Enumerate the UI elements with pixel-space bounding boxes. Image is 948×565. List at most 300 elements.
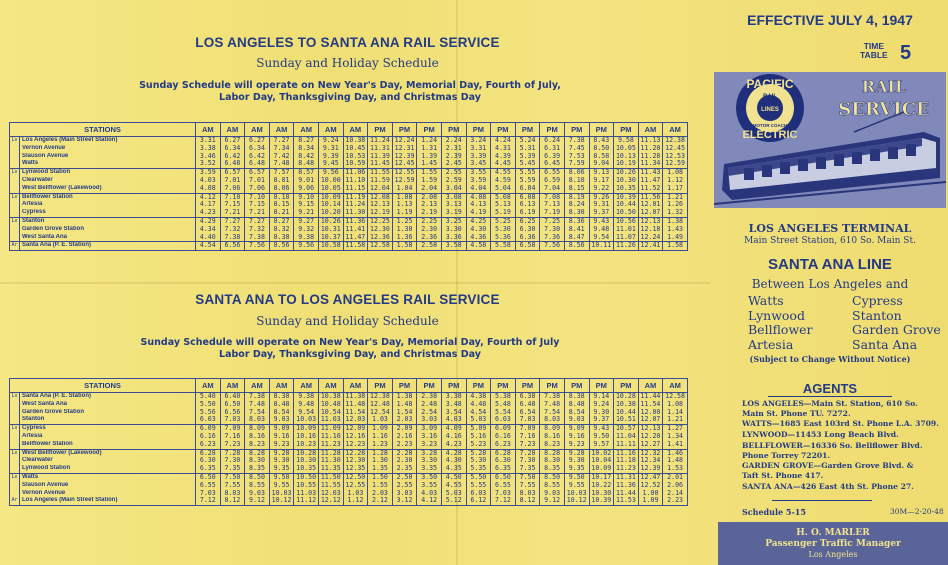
time-cell: 6.50 bbox=[196, 473, 221, 481]
time-cell: 2.59 bbox=[441, 177, 466, 185]
divider bbox=[768, 396, 892, 397]
time-cell: 10.12 bbox=[564, 497, 589, 505]
time-cell: 1.58 bbox=[392, 242, 417, 251]
time-cell: 7.09 bbox=[515, 425, 540, 433]
time-cell: 7.48 bbox=[245, 401, 270, 409]
time-cell: 11.26 bbox=[614, 242, 639, 251]
station-name: Santa Ana (P. E. Station) bbox=[20, 393, 196, 401]
time-cell: 7.53 bbox=[564, 153, 589, 161]
time-cell: 1.12 bbox=[663, 177, 688, 185]
time-cell: 9.48 bbox=[589, 226, 614, 234]
time-cell: 12.12 bbox=[318, 497, 343, 505]
station-name: Bellflower Station bbox=[20, 193, 196, 201]
time-cell: 11.24 bbox=[368, 137, 393, 145]
time-cell: 9.16 bbox=[269, 433, 294, 441]
time-cell: 11.12 bbox=[294, 497, 319, 505]
time-cell: 5.31 bbox=[515, 145, 540, 153]
table-row bbox=[10, 153, 688, 161]
lv-marker: Lv bbox=[11, 425, 18, 432]
time-cell: 12.58 bbox=[368, 242, 393, 251]
lv-marker bbox=[10, 209, 20, 217]
time-cell: 4.39 bbox=[491, 153, 516, 161]
time-cell: 11.28 bbox=[318, 449, 343, 457]
time-cell: 10.28 bbox=[614, 393, 639, 401]
cities-right-list bbox=[852, 294, 941, 352]
time-cell: 4.50 bbox=[441, 473, 466, 481]
time-cell: 11.54 bbox=[343, 409, 368, 417]
time-cell: 6.56 bbox=[220, 242, 245, 251]
table-row bbox=[10, 393, 688, 401]
lv-marker bbox=[10, 185, 20, 193]
time-cell: 11.31 bbox=[368, 145, 393, 153]
station-name: West Santa Ana bbox=[20, 401, 196, 409]
time-cell: 2.58 bbox=[417, 242, 442, 251]
time-cell: 8.28 bbox=[540, 449, 565, 457]
lv-marker: Ar bbox=[10, 242, 20, 251]
ampm-header: PM bbox=[540, 379, 565, 393]
time-cell: 7.30 bbox=[220, 457, 245, 465]
ampm-header: AM bbox=[294, 379, 319, 393]
lv-marker bbox=[10, 401, 20, 409]
header-row bbox=[10, 379, 688, 393]
time-cell: 8.38 bbox=[564, 393, 589, 401]
table-row bbox=[10, 242, 688, 251]
station-name: Vernon Avenue bbox=[20, 490, 196, 498]
time-cell: 11.43 bbox=[638, 169, 663, 177]
table-row bbox=[10, 409, 688, 417]
time-cell: 9.26 bbox=[589, 193, 614, 201]
northbound-title: SANTA ANA TO LOS ANGELES RAIL SERVICE bbox=[195, 292, 500, 307]
logo-center-text: LINES bbox=[761, 107, 779, 113]
illustration-art bbox=[714, 72, 946, 208]
time-cell: 11.01 bbox=[614, 226, 639, 234]
time-cell: 5.58 bbox=[491, 242, 516, 251]
time-cell: 7.30 bbox=[515, 457, 540, 465]
time-cell: 8.28 bbox=[245, 449, 270, 457]
time-cell: 12.38 bbox=[663, 137, 688, 145]
lv-marker: Lv bbox=[11, 169, 18, 176]
time-cell: 6.55 bbox=[540, 169, 565, 177]
time-cell: 11.55 bbox=[368, 169, 393, 177]
time-cell: 11.19 bbox=[343, 193, 368, 201]
time-cell: 9.45 bbox=[318, 160, 343, 168]
time-cell: 11.10 bbox=[343, 177, 368, 185]
time-cell: 4.03 bbox=[417, 490, 442, 498]
time-cell: 2.31 bbox=[441, 145, 466, 153]
time-cell: 9.50 bbox=[589, 433, 614, 441]
time-cell: 9.14 bbox=[589, 393, 614, 401]
lv-marker bbox=[10, 160, 20, 168]
ampm-header: PM bbox=[392, 379, 417, 393]
ampm-header: AM bbox=[663, 379, 688, 393]
time-cell: 1.30 bbox=[392, 226, 417, 234]
time-cell: 3.25 bbox=[441, 217, 466, 225]
time-cell: 9.55 bbox=[269, 482, 294, 490]
southbound-subtitle: Sunday and Holiday Schedule bbox=[256, 56, 439, 70]
time-table-label bbox=[860, 42, 888, 60]
time-cell: 4.12 bbox=[196, 193, 221, 201]
table-row bbox=[10, 457, 688, 465]
time-cell: 7.54 bbox=[245, 409, 270, 417]
time-cell: 10.22 bbox=[589, 482, 614, 490]
time-cell: 12.16 bbox=[343, 433, 368, 441]
time-cell: 4.55 bbox=[441, 482, 466, 490]
time-cell: 9.24 bbox=[318, 137, 343, 145]
time-cell: 10.09 bbox=[589, 465, 614, 473]
table-row bbox=[10, 145, 688, 153]
northbound-timetable bbox=[9, 378, 688, 506]
agent-line: LYNWOOD—11453 Long Beach Blvd. bbox=[742, 430, 899, 439]
station-name: Slauson Avenue bbox=[20, 482, 196, 490]
table-row bbox=[10, 441, 688, 449]
time-cell: 9.12 bbox=[245, 497, 270, 505]
cover-panel bbox=[712, 0, 948, 565]
time-cell: 12.39 bbox=[638, 465, 663, 473]
ampm-header: PM bbox=[540, 123, 565, 137]
time-cell: 1.21 bbox=[663, 416, 688, 424]
terminal-address: Main Street Station, 610 So. Main St. bbox=[744, 236, 916, 246]
time-cell: 7.04 bbox=[540, 185, 565, 193]
time-cell: 5.55 bbox=[515, 169, 540, 177]
time-cell: 9.28 bbox=[269, 449, 294, 457]
ampm-header: PM bbox=[466, 379, 491, 393]
time-cell: 10.58 bbox=[318, 242, 343, 251]
station-name: Clearwater bbox=[20, 457, 196, 465]
time-cell: 11.28 bbox=[638, 153, 663, 161]
time-cell: 8.35 bbox=[540, 465, 565, 473]
time-cell: 11.48 bbox=[343, 401, 368, 409]
time-cell: 2.12 bbox=[368, 497, 393, 505]
lv-marker: Lv bbox=[11, 473, 18, 480]
ampm-header: AM bbox=[294, 123, 319, 137]
time-cell: 7.50 bbox=[220, 473, 245, 481]
lv-marker bbox=[10, 145, 20, 153]
time-cell: 1.59 bbox=[417, 177, 442, 185]
time-cell: 1.41 bbox=[663, 441, 688, 449]
service-word: SERVICE bbox=[838, 99, 930, 120]
time-cell: 10.03 bbox=[294, 416, 319, 424]
time-cell: 1.53 bbox=[663, 465, 688, 473]
time-cell: 10.50 bbox=[614, 209, 639, 217]
time-cell: 6.48 bbox=[515, 401, 540, 409]
time-cell: 3.50 bbox=[417, 473, 442, 481]
time-cell: 10.51 bbox=[614, 416, 639, 424]
time-cell: 10.05 bbox=[614, 145, 639, 153]
ampm-header: AM bbox=[638, 379, 663, 393]
time-cell: 5.30 bbox=[466, 457, 491, 465]
time-cell: 6.27 bbox=[245, 137, 270, 145]
time-cell: 12.47 bbox=[638, 473, 663, 481]
time-cell: 9.50 bbox=[564, 473, 589, 481]
table-row bbox=[10, 465, 688, 473]
time-cell: 9.43 bbox=[589, 425, 614, 433]
agent-line: LOS ANGELES—Main St. Station, 610 So. bbox=[742, 399, 918, 408]
time-cell: 9.22 bbox=[589, 185, 614, 193]
time-cell: 1.38 bbox=[392, 393, 417, 401]
time-cell: 9.21 bbox=[294, 209, 319, 217]
time-cell: 7.12 bbox=[491, 497, 516, 505]
time-cell: 7.30 bbox=[540, 226, 565, 234]
station-name: Stanton bbox=[20, 416, 196, 424]
time-cell: 8.19 bbox=[564, 193, 589, 201]
time-cell: 9.30 bbox=[564, 457, 589, 465]
time-cell: 2.54 bbox=[417, 409, 442, 417]
time-cell: 5.35 bbox=[466, 465, 491, 473]
agent-line: WATTS—1685 East 103rd St. Phone L.A. 3709. bbox=[742, 419, 939, 428]
time-cell: 2.36 bbox=[417, 234, 442, 242]
time-cell: 10.04 bbox=[589, 457, 614, 465]
terminal-title: LOS ANGELES TERMINAL bbox=[748, 222, 912, 235]
time-cell: 10.26 bbox=[614, 169, 639, 177]
logo-bottom-text: ELECTRIC bbox=[742, 129, 798, 141]
time-cell: 10.17 bbox=[589, 473, 614, 481]
logo-ring-text: MOTOR COACH bbox=[752, 123, 788, 128]
table-label: TABLE bbox=[860, 50, 888, 60]
northbound-subtitle: Sunday and Holiday Schedule bbox=[256, 314, 439, 328]
ampm-header: AM bbox=[343, 379, 368, 393]
time-cell: 4.30 bbox=[441, 457, 466, 465]
time-cell: 5.19 bbox=[491, 209, 516, 217]
time-cell: 10.38 bbox=[614, 401, 639, 409]
time-cell: 4.24 bbox=[491, 137, 516, 145]
time-cell: 4.54 bbox=[466, 409, 491, 417]
time-cell: 6.03 bbox=[491, 416, 516, 424]
subject-note: (Subject to Change Without Notice) bbox=[749, 354, 911, 364]
time-cell: 9.23 bbox=[564, 441, 589, 449]
time-cell: 11.39 bbox=[368, 153, 393, 161]
time-cell: 11.47 bbox=[638, 177, 663, 185]
time-cell: 9.03 bbox=[540, 490, 565, 498]
time-cell: 4.40 bbox=[196, 234, 221, 242]
time-cell: 7.28 bbox=[515, 449, 540, 457]
manager-city: Los Angeles bbox=[808, 550, 858, 559]
time-cell: 7.10 bbox=[220, 193, 245, 201]
time-cell: 2.01 bbox=[663, 473, 688, 481]
time-cell: 2.23 bbox=[392, 441, 417, 449]
stations-header: STATIONS bbox=[10, 123, 196, 137]
ampm-header: AM bbox=[318, 123, 343, 137]
time-cell: 1.00 bbox=[638, 490, 663, 498]
time-cell: 4.29 bbox=[196, 217, 221, 225]
time-cell: 4.04 bbox=[466, 185, 491, 193]
time-cell: 12.28 bbox=[343, 449, 368, 457]
time-cell: 7.56 bbox=[245, 242, 270, 251]
time-cell: 6.31 bbox=[540, 145, 565, 153]
time-cell: 12.13 bbox=[638, 425, 663, 433]
time-cell: 1.31 bbox=[417, 145, 442, 153]
time-cell: 7.21 bbox=[245, 209, 270, 217]
time-cell: 5.04 bbox=[491, 185, 516, 193]
time-cell: 12.04 bbox=[368, 185, 393, 193]
time-cell: 3.12 bbox=[392, 497, 417, 505]
ampm-header: PM bbox=[392, 123, 417, 137]
time-cell: 11.13 bbox=[638, 137, 663, 145]
time-cell: 10.14 bbox=[318, 201, 343, 209]
time-cell: 12.54 bbox=[368, 409, 393, 417]
time-cell: 3.59 bbox=[466, 177, 491, 185]
time-cell: 12.59 bbox=[392, 177, 417, 185]
time-cell: 2.28 bbox=[392, 449, 417, 457]
time-cell: 11.53 bbox=[614, 497, 639, 505]
time-cell: 7.01 bbox=[220, 177, 245, 185]
agent-line: SANTA ANA—426 East 4th St. Phone 27. bbox=[742, 482, 914, 491]
time-cell: 7.12 bbox=[196, 497, 221, 505]
time-cell: 6.03 bbox=[196, 416, 221, 424]
time-cell: 6.54 bbox=[515, 409, 540, 417]
ampm-header: AM bbox=[245, 123, 270, 137]
time-cell: 9.03 bbox=[245, 490, 270, 498]
time-cell: 11.58 bbox=[343, 242, 368, 251]
time-cell: 12.23 bbox=[343, 441, 368, 449]
time-table-number: 5 bbox=[900, 42, 912, 64]
manager-footer bbox=[718, 522, 948, 565]
ampm-header: AM bbox=[245, 379, 270, 393]
cities-left-list bbox=[748, 294, 813, 352]
time-cell: 10.39 bbox=[614, 193, 639, 201]
time-cell: 1.34 bbox=[663, 433, 688, 441]
time-cell: 5.08 bbox=[491, 193, 516, 201]
time-cell: 9.37 bbox=[589, 416, 614, 424]
agent-line: BELLFLOWER—16336 So. Bellflower Blvd. bbox=[742, 441, 923, 450]
table-row bbox=[10, 217, 688, 225]
time-cell: 10.56 bbox=[614, 217, 639, 225]
note-line: Sunday Schedule will operate on New Year's Day, Memorial Day, Fourth of July, bbox=[139, 80, 561, 91]
time-cell: 1.36 bbox=[392, 234, 417, 242]
ampm-header: AM bbox=[196, 123, 221, 137]
time-cell: 12.01 bbox=[638, 201, 663, 209]
ampm-header: AM bbox=[220, 123, 245, 137]
ampm-header: PM bbox=[368, 123, 393, 137]
time-cell: 9.55 bbox=[564, 482, 589, 490]
time-cell: 9.27 bbox=[294, 217, 319, 225]
time-cell: 8.03 bbox=[540, 416, 565, 424]
time-cell: 12.03 bbox=[343, 416, 368, 424]
time-cell: 1.38 bbox=[663, 217, 688, 225]
southbound-timetable bbox=[9, 122, 688, 251]
time-cell: 3.54 bbox=[441, 409, 466, 417]
time-cell: 4.08 bbox=[196, 185, 221, 193]
time-cell: 9.24 bbox=[589, 401, 614, 409]
time-cell: 3.30 bbox=[417, 457, 442, 465]
time-cell: 10.50 bbox=[294, 473, 319, 481]
time-cell: 3.55 bbox=[417, 482, 442, 490]
time-cell: 7.55 bbox=[515, 482, 540, 490]
time-cell: 7.06 bbox=[245, 185, 270, 193]
time-cell: 8.30 bbox=[245, 457, 270, 465]
time-cell: 1.50 bbox=[368, 473, 393, 481]
time-cell: 3.23 bbox=[417, 441, 442, 449]
time-cell: 8.30 bbox=[564, 209, 589, 217]
time-cell: 10.54 bbox=[318, 409, 343, 417]
ampm-header: PM bbox=[614, 123, 639, 137]
time-cell: 11.09 bbox=[318, 425, 343, 433]
time-cell: 7.38 bbox=[245, 234, 270, 242]
time-cell: 9.23 bbox=[269, 441, 294, 449]
time-cell: 4.28 bbox=[441, 449, 466, 457]
time-cell: 2.24 bbox=[441, 137, 466, 145]
ampm-header: PM bbox=[491, 123, 516, 137]
time-cell: 6.50 bbox=[220, 401, 245, 409]
time-cell: 1.03 bbox=[368, 416, 393, 424]
time-cell: 9.54 bbox=[294, 409, 319, 417]
time-cell: 10.12 bbox=[269, 497, 294, 505]
time-cell: 7.25 bbox=[540, 217, 565, 225]
time-cell: 6.39 bbox=[540, 153, 565, 161]
time-cell: 5.50 bbox=[466, 473, 491, 481]
time-cell: 4.16 bbox=[441, 433, 466, 441]
time-cell: 1.12 bbox=[343, 497, 368, 505]
time-cell: 6.48 bbox=[220, 160, 245, 168]
time-cell: 8.03 bbox=[515, 490, 540, 498]
time-cell: 9.30 bbox=[269, 457, 294, 465]
time-cell: 10.26 bbox=[318, 217, 343, 225]
table-row bbox=[10, 401, 688, 409]
time-cell: 12.30 bbox=[343, 457, 368, 465]
time-cell: 11.38 bbox=[343, 393, 368, 401]
time-cell: 5.54 bbox=[491, 409, 516, 417]
time-cell: 11.03 bbox=[294, 490, 319, 498]
time-cell: 11.36 bbox=[614, 482, 639, 490]
time-cell: 11.31 bbox=[614, 473, 639, 481]
time-cell: 1.08 bbox=[663, 401, 688, 409]
time-cell: 9.35 bbox=[269, 465, 294, 473]
time-cell: 7.27 bbox=[245, 217, 270, 225]
time-cell: 9.03 bbox=[269, 416, 294, 424]
table-row bbox=[10, 193, 688, 201]
time-cell: 3.24 bbox=[466, 137, 491, 145]
note-line: Sunday Schedule will operate on New Year's Day, Memorial Day, Fourth of July bbox=[140, 337, 560, 348]
time-cell: 7.54 bbox=[540, 409, 565, 417]
time-cell: 10.28 bbox=[294, 449, 319, 457]
time-cell: 10.44 bbox=[614, 409, 639, 417]
time-cell: 12.07 bbox=[638, 416, 663, 424]
lv-marker: Lv bbox=[11, 217, 18, 224]
lv-marker bbox=[10, 234, 20, 242]
time-cell: 8.09 bbox=[245, 425, 270, 433]
time-cell: 10.30 bbox=[294, 457, 319, 465]
time-cell: 1.54 bbox=[392, 409, 417, 417]
print-code: 30M—2-20-48 bbox=[890, 507, 944, 516]
station-name: Lynwood Station bbox=[20, 465, 196, 473]
ampm-header: PM bbox=[614, 379, 639, 393]
time-cell: 8.23 bbox=[540, 441, 565, 449]
time-cell: 7.13 bbox=[540, 201, 565, 209]
time-cell: 6.50 bbox=[491, 473, 516, 481]
time-cell: 10.35 bbox=[614, 185, 639, 193]
time-cell: 6.35 bbox=[491, 465, 516, 473]
time-cell: 5.25 bbox=[491, 217, 516, 225]
table-row bbox=[10, 497, 688, 505]
time-cell: 9.38 bbox=[294, 234, 319, 242]
time-cell: 6.04 bbox=[515, 185, 540, 193]
time-cell: 12.50 bbox=[343, 473, 368, 481]
time-cell: 12.13 bbox=[368, 201, 393, 209]
time-cell: 5.24 bbox=[515, 137, 540, 145]
time-cell: 6.28 bbox=[491, 449, 516, 457]
time-cell: 5.03 bbox=[441, 490, 466, 498]
time-cell: 6.38 bbox=[515, 393, 540, 401]
time-cell: 10.20 bbox=[318, 209, 343, 217]
lv-marker bbox=[10, 441, 20, 449]
station-name: Artesia bbox=[20, 201, 196, 209]
time-cell: 4.59 bbox=[491, 177, 516, 185]
time-cell: 10.31 bbox=[318, 226, 343, 234]
time-cell: 5.59 bbox=[515, 177, 540, 185]
time-cell: 11.03 bbox=[318, 416, 343, 424]
time-cell: 7.15 bbox=[220, 201, 245, 209]
ampm-header: AM bbox=[343, 123, 368, 137]
time-cell: 8.42 bbox=[294, 153, 319, 161]
